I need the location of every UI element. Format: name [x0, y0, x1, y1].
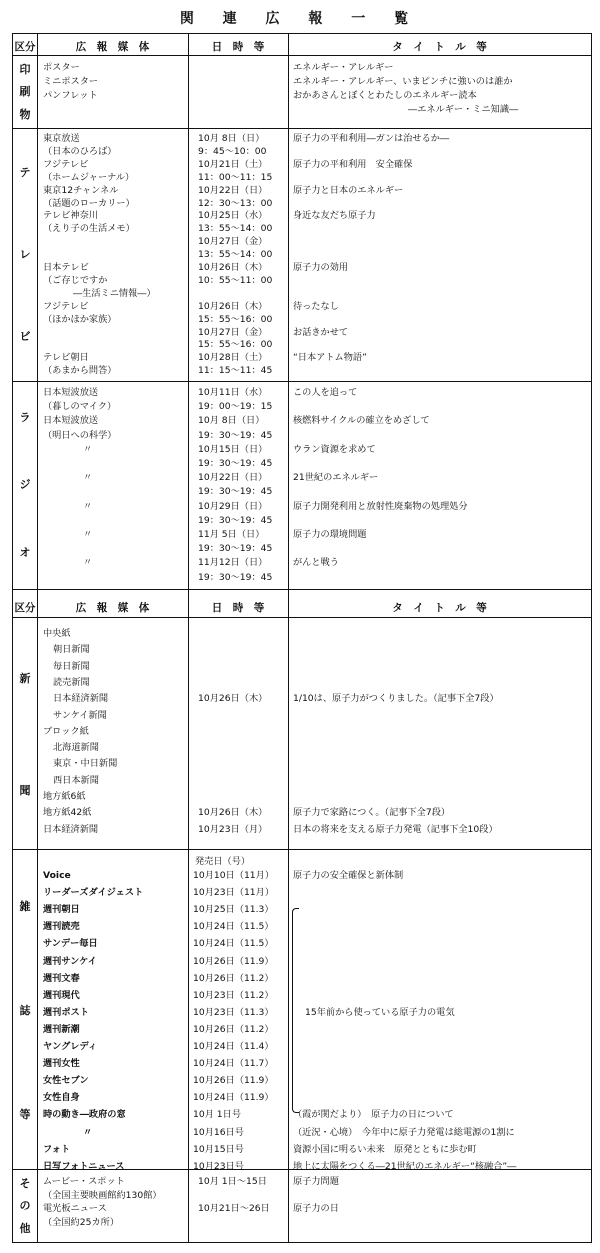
title-cell: エネルギー・アレルギー: [293, 62, 394, 73]
media-cell: サンデー毎日: [43, 938, 98, 949]
media-cell: フジテレビ: [43, 159, 89, 170]
media-cell: （明日への科学）: [43, 430, 117, 441]
section-newspaper: [14, 622, 36, 846]
date-cell: 19：30～19：45: [198, 515, 273, 526]
date-cell: 19：00～19：15: [198, 401, 273, 412]
media-cell: ブロック紙: [43, 726, 89, 737]
date-cell: 10月24日（11.9）: [193, 1092, 274, 1103]
media-cell: 東京放送: [43, 133, 80, 144]
media-cell: 東京12チャンネル: [43, 185, 119, 196]
col-divider: [288, 34, 289, 1242]
date-cell: 10月24日（11.5）: [193, 938, 274, 949]
media-cell: 〃: [83, 501, 93, 512]
date-cell: 10月24日（11.5）: [193, 921, 274, 932]
title-cell: 日本の将来を支える原子力発電（記事下全10段）: [293, 824, 498, 835]
publicity-table: [12, 33, 592, 1243]
date-cell: 10月 8日（日）: [198, 415, 265, 426]
title-cell: 原子力の平和利用―ガンは治せるか―: [293, 133, 450, 144]
media-cell: （ほかほか家族）: [43, 314, 117, 325]
row-divider: [13, 381, 591, 382]
title-cell: （霞が関だより） 原子力の日について: [293, 1109, 454, 1120]
date-cell: 10月26日（11.2）: [193, 1024, 274, 1035]
title-cell: この人を追って: [293, 387, 358, 398]
title-cell: おかあさんとぼくとわたしのエネルギー読本: [293, 90, 477, 101]
header-title: タ イ ト ル 等: [392, 602, 487, 614]
date-cell: 15：55～16：00: [198, 314, 273, 325]
media-cell: （話題のローカリー）: [43, 198, 135, 209]
date-cell: 10月11日（水）: [198, 387, 268, 398]
header-title: タ イ ト ル 等: [392, 41, 487, 53]
date-cell: 10月26日（木）: [198, 807, 268, 818]
col-divider: [188, 34, 189, 1242]
row-divider: [13, 55, 591, 56]
date-cell: 10月24日（11.7）: [193, 1058, 274, 1069]
date-cell: 10月16日号: [193, 1127, 244, 1138]
date-cell: 10月23日（11.2）: [193, 990, 274, 1001]
media-cell: ポスター: [43, 62, 80, 73]
media-cell: 週刊現代: [43, 990, 80, 1001]
media-cell: サンケイ新聞: [53, 710, 107, 721]
media-cell: 日本短波放送: [43, 387, 99, 398]
media-cell: ヤングレディ: [43, 1041, 98, 1052]
title-cell: 核燃料サイクルの確立をめざして: [293, 415, 430, 426]
section-magazine: [14, 854, 36, 1166]
section-label-char: オ: [19, 545, 31, 559]
section-label-char: そ: [19, 1176, 31, 1190]
title-cell: お話きかせて: [293, 327, 349, 338]
title-cell: 原子力の平和利用 安全確保: [293, 159, 413, 170]
title-cell: エネルギー・アレルギー、いまピンチに強いのは誰か: [293, 76, 513, 87]
header-media: 広 報 媒 体: [75, 41, 150, 53]
row-divider: [13, 617, 591, 618]
media-cell: （ご存じですか: [43, 275, 108, 286]
date-cell: 10月23日（11月）: [193, 887, 275, 898]
header-media: 広 報 媒 体: [75, 602, 150, 614]
date-cell: 10月25日（水）: [198, 210, 268, 221]
date-cell: 10月26日（11.9）: [193, 956, 274, 967]
media-cell: パンフレット: [43, 90, 98, 101]
media-cell: 週刊女性: [43, 1058, 80, 1069]
date-cell: 10月10日（11月）: [193, 870, 275, 881]
section-label-char: 印: [19, 62, 31, 76]
media-cell: 西日本新聞: [53, 775, 99, 786]
date-cell: 10月27日（金）: [198, 236, 268, 247]
header-kubun: 区分: [14, 602, 36, 614]
section-label-char: 物: [19, 108, 31, 122]
row-divider: [13, 128, 591, 129]
date-cell: 10：55～11：00: [198, 275, 273, 286]
row-divider: [13, 589, 591, 590]
media-cell: 女性自身: [43, 1092, 80, 1103]
section-tv: [14, 132, 36, 377]
media-cell: （全国約25カ所）: [43, 1217, 120, 1228]
title-cell: 21世紀のエネルギー: [293, 472, 379, 483]
media-cell: 日本経済新聞: [43, 824, 99, 835]
date-cell: 10月 1日～15日: [198, 1176, 267, 1187]
title-cell: 地上に太陽をつくる―21世紀のエネルギー“核融合”―: [293, 1161, 517, 1172]
title-cell: 原子力の効用: [293, 262, 349, 273]
date-cell: 11：00～11：15: [198, 172, 273, 183]
media-cell: 日本経済新聞: [53, 693, 109, 704]
media-cell: 週刊新潮: [43, 1024, 80, 1035]
title-cell: 原子力の環境問題: [293, 529, 367, 540]
media-cell: 東京・中日新聞: [53, 758, 118, 769]
title-cell: ウラン資源を求めて: [293, 444, 376, 455]
date-cell: 19：30～19：45: [198, 430, 273, 441]
header-date: 日 時 等: [211, 41, 265, 53]
title-cell: 原子力の安全確保と新体制: [293, 870, 404, 881]
date-cell: 19：30～19：45: [198, 572, 273, 583]
media-cell: 毎日新聞: [53, 661, 90, 672]
section-label-char: ジ: [19, 478, 31, 492]
title-cell: 15年前から使っている原子力の電気: [305, 1007, 455, 1018]
media-cell: 地方紙42紙: [43, 807, 92, 818]
date-cell: 10月26日（木）: [198, 262, 268, 273]
media-cell: Voice: [43, 870, 71, 881]
media-cell: 週刊文春: [43, 973, 80, 984]
media-cell: 朝日新聞: [53, 644, 90, 655]
date-cell: 10月26日（11.2）: [193, 973, 274, 984]
date-cell: 10月21日～26日: [198, 1203, 270, 1214]
header-date: 日 時 等: [211, 602, 265, 614]
title-cell: “日本アトム物語”: [293, 352, 367, 363]
media-cell: 〃: [83, 529, 93, 540]
date-cell: 12：30～13：00: [198, 198, 273, 209]
shared-title-bracket: [292, 908, 299, 1113]
date-cell: 11：15～11：45: [198, 365, 273, 376]
section-label-char: ラ: [19, 411, 31, 425]
date-cell: 10月26日（木）: [198, 693, 268, 704]
media-cell: 地方紙6紙: [43, 791, 86, 802]
media-cell: （日本のひろば）: [43, 146, 117, 157]
date-cell: 13：55～14：00: [198, 223, 273, 234]
page-title: 関 連 広 報 一 覧: [179, 11, 421, 27]
date-cell: 10月15日（日）: [198, 444, 268, 455]
section-label-char: 新: [19, 671, 31, 685]
date-cell: 10月26日（11.9）: [193, 1075, 274, 1086]
title-cell: （近況・心境） 今年中に原子力発電は総電源の1割に: [293, 1127, 515, 1138]
media-cell: （えり子の生活メモ）: [43, 223, 135, 234]
date-cell: 10月 8日（日）: [198, 133, 265, 144]
date-cell: 19：30～19：45: [198, 486, 273, 497]
date-cell: 11月12日（日）: [198, 557, 268, 568]
section-label-char: 雑: [19, 899, 31, 913]
section-label-char: 他: [19, 1222, 31, 1236]
media-cell: 日本テレビ: [43, 262, 89, 273]
row-divider: [13, 849, 591, 850]
media-cell: 〃: [83, 444, 93, 455]
media-cell: （全国主要映画館約130館）: [43, 1190, 162, 1201]
media-cell: （ホームジャーナル）: [43, 172, 135, 183]
header-kubun: 区分: [14, 41, 36, 53]
title-cell: がんと戦う: [293, 557, 339, 568]
section-label-char: 等: [19, 1107, 31, 1121]
media-cell: 日本短波放送: [43, 415, 99, 426]
media-cell: 日写フォトニュース: [43, 1161, 125, 1172]
media-cell: 週刊読売: [43, 921, 80, 932]
date-cell: 15：55～16：00: [198, 339, 273, 350]
date-cell: 10月21日（土）: [198, 159, 268, 170]
media-cell: ムービー・スポット: [43, 1176, 125, 1187]
media-cell: テレビ神奈川: [43, 210, 98, 221]
title-cell: 原子力開発利用と放射性廃棄物の処理処分: [293, 501, 468, 512]
date-cell: 19：30～19：45: [198, 458, 273, 469]
date-cell: 19：30～19：45: [198, 543, 273, 554]
media-cell: 〃: [83, 557, 93, 568]
col-divider: [37, 34, 38, 1242]
date-cell: 10月23日（月）: [198, 824, 268, 835]
media-cell: 時の動き―政府の窓: [43, 1109, 126, 1120]
title-cell: ―エネルギー・ミニ知識―: [408, 104, 519, 115]
media-cell: 電光板ニュース: [43, 1203, 107, 1214]
title-cell: 原子力で家路につく。（記事下全7段）: [293, 807, 451, 818]
date-cell: 10月24日（11.4）: [193, 1041, 274, 1052]
section-label-char: の: [19, 1199, 31, 1213]
media-cell: 女性セブン: [43, 1075, 89, 1086]
section-label-char: テ: [19, 166, 31, 180]
date-cell: 11月 5日（日）: [198, 529, 265, 540]
title-cell: 身近な友だち原子力: [293, 210, 376, 221]
media-cell: リーダーズダイジェスト: [43, 887, 144, 898]
date-cell: 10月28日（土）: [198, 352, 268, 363]
date-cell: 10月22日（日）: [198, 185, 268, 196]
media-cell: フォト: [43, 1144, 71, 1155]
title-cell: 原子力問題: [293, 1176, 339, 1187]
title-cell: 1/10は、原子力がつくりました。（記事下全7段）: [293, 693, 499, 704]
media-cell: ―生活ミニ情報―）: [73, 288, 156, 299]
date-cell: 10月25日（11.3）: [193, 904, 274, 915]
section-radio: [14, 384, 36, 586]
section-other: [14, 1172, 36, 1240]
date-cell: 10月15日号: [193, 1144, 244, 1155]
title-cell: 待ったなし: [293, 301, 339, 312]
date-cell: 10月29日（日）: [198, 501, 268, 512]
media-cell: 北海道新聞: [53, 742, 99, 753]
date-cell: 9：45～10：00: [198, 146, 267, 157]
media-cell: ミニポスター: [43, 76, 99, 87]
media-cell: フジテレビ: [43, 301, 89, 312]
media-cell: 週刊サンケイ: [43, 956, 97, 967]
date-cell: 10月 1日号: [193, 1109, 242, 1120]
section-print: [14, 58, 36, 126]
date-cell: 10月27日（金）: [198, 327, 268, 338]
section-label-char: レ: [19, 247, 31, 261]
media-cell: 読売新聞: [53, 677, 90, 688]
media-cell: 中央紙: [43, 628, 71, 639]
media-cell: （あまから問答）: [43, 365, 117, 376]
media-cell: 週刊朝日: [43, 904, 80, 915]
title-cell: 資源小国に明るい未来 原発とともに歩む町: [293, 1144, 477, 1155]
title-cell: 原子力と日本のエネルギー: [293, 185, 404, 196]
date-cell: 10月22日（日）: [198, 472, 268, 483]
media-cell: テレビ朝日: [43, 352, 89, 363]
section-label-char: ビ: [19, 329, 31, 343]
media-cell: 〃: [83, 472, 93, 483]
section-label-char: 刷: [19, 85, 31, 99]
section-label-char: 誌: [19, 1003, 31, 1017]
date-cell: 13：55～14：00: [198, 249, 273, 260]
date-cell: 10月23日号: [193, 1161, 244, 1172]
magazine-date-header: 発売日（号）: [195, 856, 251, 867]
date-cell: 10月23日（11.3）: [193, 1007, 274, 1018]
date-cell: 10月26日（木）: [198, 301, 268, 312]
section-label-char: 聞: [19, 783, 31, 797]
media-cell: 週刊ポスト: [43, 1007, 89, 1018]
media-cell: （暮しのマイク）: [43, 401, 117, 412]
title-cell: 原子力の日: [293, 1203, 339, 1214]
media-cell: 〃: [83, 1127, 93, 1138]
